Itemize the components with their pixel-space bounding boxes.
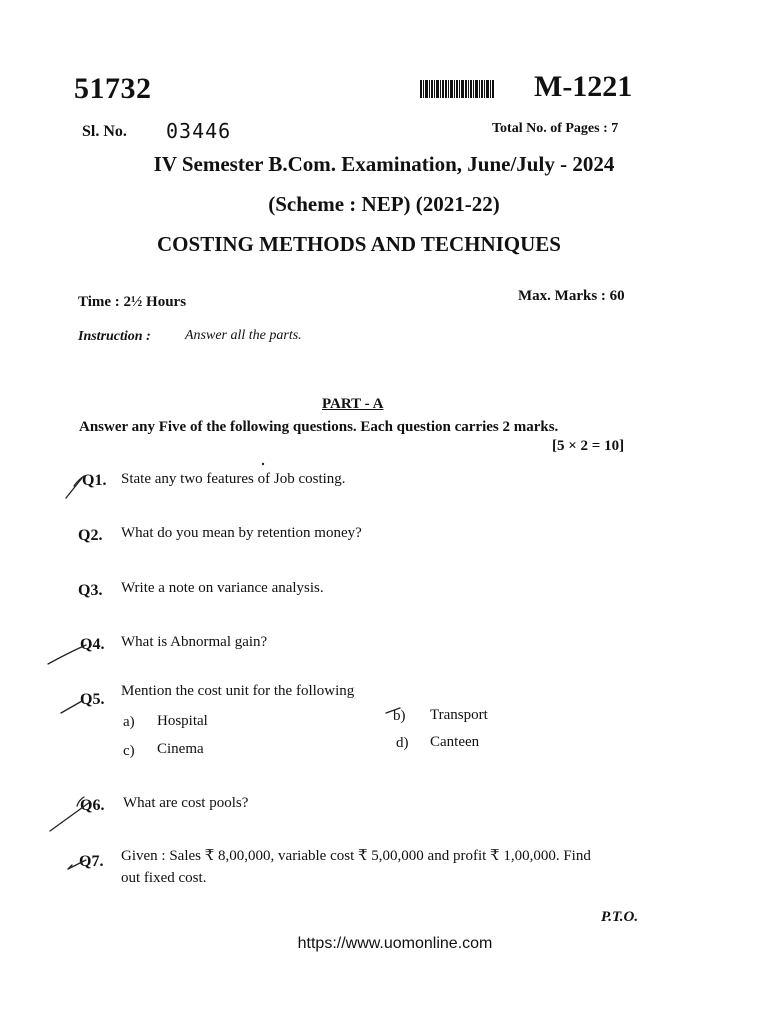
subject-code: M-1221 bbox=[534, 70, 633, 103]
question-number: Q5. bbox=[80, 691, 105, 708]
ink-dot bbox=[262, 463, 264, 465]
question-text: What are cost pools? bbox=[123, 795, 249, 811]
option-label: d) bbox=[396, 735, 409, 751]
option-label: c) bbox=[123, 743, 135, 759]
question-text: Mention the cost unit for the following bbox=[121, 683, 355, 699]
part-a-title: PART - A bbox=[322, 396, 384, 412]
question-text: What is Abnormal gain? bbox=[121, 634, 268, 650]
option-label: a) bbox=[123, 714, 135, 730]
question-number: Q1. bbox=[82, 472, 107, 489]
serial-number-label: Sl. No. bbox=[82, 123, 127, 140]
pen-tick-mark bbox=[61, 701, 82, 713]
question-text: State any two features of Job costing. bbox=[121, 471, 346, 487]
pen-tick-mark bbox=[66, 478, 82, 498]
question-text: Given : Sales ₹ 8,00,000, variable cost ₹ 5,00,000 and profit ₹ 1,00,000. Find bbox=[121, 848, 591, 864]
instruction-text: Answer all the parts. bbox=[185, 328, 302, 343]
question-number: Q4. bbox=[80, 636, 105, 653]
question-number: Q2. bbox=[78, 527, 103, 544]
part-a-marks: [5 × 2 = 10] bbox=[552, 438, 625, 454]
pen-tick-mark bbox=[68, 865, 72, 869]
question-number: Q6. bbox=[80, 797, 105, 814]
option-text: Cinema bbox=[157, 741, 204, 757]
page-turn-over: P.T.O. bbox=[601, 909, 639, 925]
question-text-continued: out fixed cost. bbox=[121, 870, 207, 886]
barcode-image bbox=[420, 80, 495, 98]
question-text: What do you mean by retention money? bbox=[121, 525, 362, 541]
time-allowed: Time : 2½ Hours bbox=[78, 294, 187, 310]
part-a-instruction: Answer any Five of the following questions. Each question carries 2 marks. bbox=[79, 419, 559, 435]
option-text: Transport bbox=[430, 707, 488, 723]
max-marks: Max. Marks : 60 bbox=[518, 288, 625, 304]
serial-number-value: 03446 bbox=[166, 119, 232, 143]
total-pages: Total No. of Pages : 7 bbox=[492, 121, 619, 136]
exam-title: IV Semester B.Com. Examination, June/July - 2024 bbox=[153, 152, 615, 176]
option-text: Hospital bbox=[157, 713, 208, 729]
paper-code: 51732 bbox=[74, 72, 152, 105]
subject-title: COSTING METHODS AND TECHNIQUES bbox=[157, 232, 561, 256]
option-text: Canteen bbox=[430, 734, 480, 750]
question-text: Write a note on variance analysis. bbox=[121, 580, 324, 596]
question-number: Q3. bbox=[78, 582, 103, 599]
footer-url: https://www.uomonline.com bbox=[297, 935, 493, 952]
option-label: b) bbox=[393, 708, 406, 724]
scheme-title: (Scheme : NEP) (2021-22) bbox=[268, 192, 500, 216]
instruction-label: Instruction : bbox=[78, 329, 151, 344]
question-number: Q7. bbox=[79, 853, 104, 870]
